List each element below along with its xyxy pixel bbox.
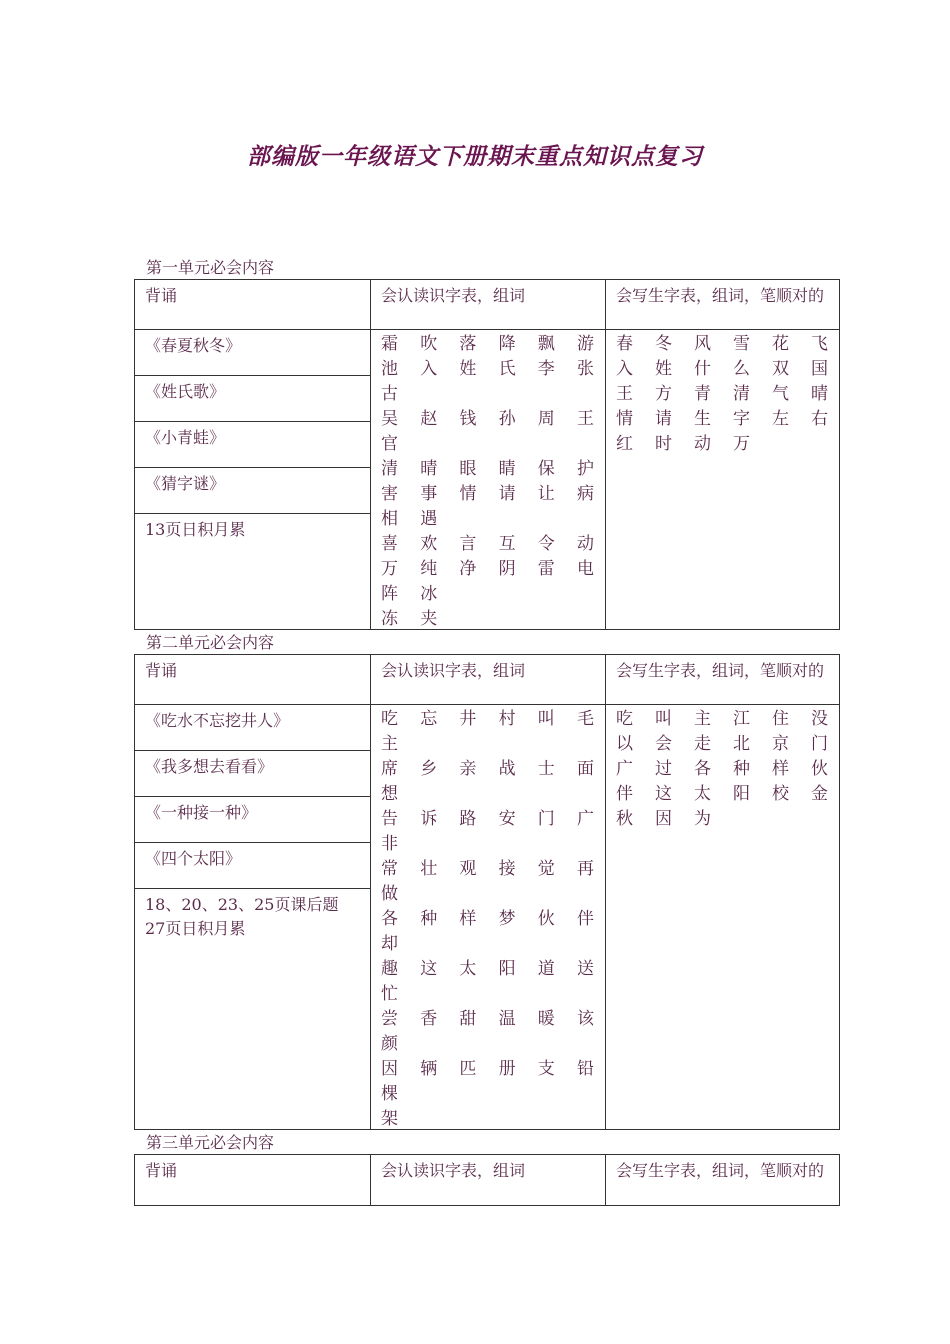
char-line (381, 932, 597, 957)
char: 雷 (537, 559, 555, 579)
char: 亲 (459, 759, 477, 779)
char: 游 (577, 334, 594, 354)
unit-3-table (134, 1154, 840, 1206)
header-read: 会认读识字表，组词 (371, 280, 606, 329)
char: 清 (381, 459, 398, 479)
char: 门 (537, 809, 555, 829)
char: 冬 (655, 334, 672, 354)
char: 伙 (811, 759, 828, 779)
char: 霜 (381, 334, 398, 354)
char: 吃 (381, 709, 398, 729)
char: 吴 (381, 409, 398, 429)
char: 观 (459, 859, 477, 879)
recite-column (135, 330, 371, 629)
char: 却 (381, 934, 398, 954)
char: 颜 (381, 1034, 398, 1054)
char: 道 (537, 959, 555, 979)
char-line (381, 457, 597, 482)
char: 忘 (420, 709, 438, 729)
header-read: 会认读识字表，组词 (371, 655, 606, 704)
recite-column (135, 705, 371, 1129)
char: 士 (537, 759, 555, 779)
char: 接 (498, 859, 516, 879)
header-recite: 背诵 (135, 280, 371, 329)
read-chars-cell (371, 705, 606, 1129)
char-line (381, 1032, 597, 1057)
char: 降 (498, 334, 516, 354)
char: 暖 (537, 1009, 555, 1029)
char-line (616, 357, 831, 382)
char-line (381, 332, 597, 357)
recite-item: 13页日积月累 (145, 520, 246, 539)
char: 雪 (733, 334, 750, 354)
char: 太 (459, 959, 477, 979)
char: 以 (616, 734, 633, 754)
char: 情 (459, 484, 477, 504)
write-chars-cell (606, 330, 839, 629)
char: 阳 (498, 959, 516, 979)
char: 李 (537, 359, 555, 379)
char: 孙 (498, 409, 516, 429)
char-line (616, 732, 831, 757)
char: 伴 (577, 909, 594, 929)
char-line (381, 957, 597, 982)
char: 战 (498, 759, 516, 779)
char: 氏 (498, 359, 516, 379)
char-line (381, 582, 597, 607)
char: 方 (655, 384, 672, 404)
recite-item: 《一种接一种》 (135, 797, 370, 843)
char-line (616, 432, 831, 457)
char: 常 (381, 859, 398, 879)
char: 各 (381, 909, 398, 929)
char: 这 (420, 959, 438, 979)
char: 做 (381, 884, 398, 904)
char: 样 (459, 909, 477, 929)
table-header-row (135, 280, 839, 330)
char: 吃 (616, 709, 633, 729)
char: 请 (498, 484, 516, 504)
char: 右 (811, 409, 828, 429)
char: 会 (655, 734, 672, 754)
char: 伙 (537, 909, 555, 929)
char: 落 (459, 334, 477, 354)
char: 叫 (537, 709, 555, 729)
char: 眼 (459, 459, 477, 479)
recite-item (135, 889, 370, 945)
char-line (381, 757, 597, 782)
char: 江 (733, 709, 750, 729)
char: 清 (733, 384, 750, 404)
char: 送 (577, 959, 594, 979)
char-line (381, 832, 597, 857)
char: 电 (577, 559, 594, 579)
char: 春 (616, 334, 633, 354)
char: 互 (498, 534, 516, 554)
char: 席 (381, 759, 398, 779)
char-line (381, 382, 597, 407)
char: 么 (733, 359, 750, 379)
char: 双 (772, 359, 789, 379)
char: 古 (381, 384, 398, 404)
recite-item-line: 18、20、23、25页课后题 (145, 895, 339, 914)
recite-item: 《我多想去看看》 (135, 751, 370, 797)
char: 北 (733, 734, 750, 754)
char: 言 (459, 534, 477, 554)
char: 阵 (381, 584, 398, 604)
char: 保 (537, 459, 555, 479)
char: 气 (772, 384, 789, 404)
recite-item: 《小青蛙》 (135, 422, 370, 468)
table-header-row (135, 655, 839, 705)
char: 左 (772, 409, 789, 429)
char: 官 (381, 434, 398, 454)
char: 叫 (655, 709, 672, 729)
char: 情 (616, 409, 633, 429)
char: 国 (811, 359, 828, 379)
char: 校 (772, 784, 789, 804)
char-line (616, 807, 831, 832)
char-line (381, 732, 597, 757)
char: 张 (577, 359, 594, 379)
char: 风 (694, 334, 711, 354)
recite-item: 《猜字谜》 (135, 468, 370, 514)
char-line (381, 407, 597, 432)
char: 入 (616, 359, 633, 379)
char: 净 (459, 559, 477, 579)
char: 门 (811, 734, 828, 754)
char: 为 (694, 809, 711, 829)
char: 阴 (498, 559, 516, 579)
char-line (381, 357, 597, 382)
char: 诉 (420, 809, 438, 829)
char-line (381, 507, 597, 532)
char-line (381, 782, 597, 807)
char: 温 (498, 1009, 516, 1029)
char: 各 (694, 759, 711, 779)
char: 害 (381, 484, 398, 504)
char: 棵 (381, 1084, 398, 1104)
unit-2-table (134, 654, 840, 1130)
char: 架 (381, 1109, 398, 1129)
char: 请 (655, 409, 672, 429)
char: 甜 (459, 1009, 477, 1029)
char-line (381, 532, 597, 557)
header-read: 会认读识字表，组词 (371, 1155, 606, 1205)
recite-item: 《姓氏歌》 (135, 376, 370, 422)
char: 遇 (420, 509, 438, 529)
char: 广 (577, 809, 594, 829)
char: 尝 (381, 1009, 398, 1029)
char: 钱 (459, 409, 477, 429)
char: 赵 (420, 409, 438, 429)
char: 喜 (381, 534, 398, 554)
char: 井 (459, 709, 477, 729)
char-line (616, 707, 831, 732)
char-line (381, 882, 597, 907)
char-line (381, 1057, 597, 1082)
char: 广 (616, 759, 633, 779)
char: 冻 (381, 609, 398, 629)
char: 匹 (459, 1059, 477, 1079)
char: 什 (694, 359, 711, 379)
char: 乡 (420, 759, 438, 779)
write-chars-cell (606, 705, 839, 1129)
char-line (381, 1007, 597, 1032)
char: 路 (459, 809, 477, 829)
char: 过 (655, 759, 672, 779)
char: 病 (577, 484, 594, 504)
char: 生 (694, 409, 711, 429)
char: 因 (381, 1059, 398, 1079)
recite-item: 《四个太阳》 (135, 843, 370, 889)
char: 面 (577, 759, 594, 779)
char: 觉 (537, 859, 555, 879)
char: 再 (577, 859, 594, 879)
char: 册 (498, 1059, 516, 1079)
char: 花 (772, 334, 789, 354)
char-line (381, 557, 597, 582)
char: 趣 (381, 959, 398, 979)
char-line (381, 432, 597, 457)
char: 因 (655, 809, 672, 829)
char-line (616, 757, 831, 782)
char-line (616, 332, 831, 357)
char: 冰 (420, 584, 438, 604)
char: 壮 (420, 859, 438, 879)
char: 护 (577, 459, 594, 479)
char: 入 (420, 359, 438, 379)
char: 金 (811, 784, 828, 804)
char: 动 (577, 534, 594, 554)
read-chars-cell (371, 330, 606, 629)
char-line (381, 907, 597, 932)
char: 香 (420, 1009, 438, 1029)
char: 时 (655, 434, 672, 454)
char: 夹 (420, 609, 438, 629)
char: 红 (616, 434, 633, 454)
char: 想 (381, 784, 398, 804)
char: 让 (537, 484, 555, 504)
char: 字 (733, 409, 750, 429)
char-line (381, 982, 597, 1007)
unit-2-label: 第二单元必会内容 (146, 633, 275, 652)
char: 告 (381, 809, 398, 829)
char: 种 (420, 909, 438, 929)
char-line (381, 707, 597, 732)
char-line (381, 807, 597, 832)
char: 睛 (498, 459, 516, 479)
char-line (381, 482, 597, 507)
char: 池 (381, 359, 398, 379)
char: 住 (772, 709, 789, 729)
char: 晴 (811, 384, 828, 404)
header-write: 会写生字表，组词，笔顺对的 (616, 286, 825, 305)
char: 姓 (459, 359, 477, 379)
char: 铅 (577, 1059, 594, 1079)
char-line (381, 607, 597, 632)
char: 种 (733, 759, 750, 779)
char: 相 (381, 509, 398, 529)
char: 非 (381, 834, 398, 854)
table-header-row (135, 1155, 839, 1205)
char: 没 (811, 709, 828, 729)
char: 主 (694, 709, 711, 729)
char: 村 (498, 709, 516, 729)
char: 这 (655, 784, 672, 804)
char: 周 (537, 409, 555, 429)
char: 辆 (420, 1059, 438, 1079)
char: 伴 (616, 784, 633, 804)
char: 毛 (577, 709, 594, 729)
char-line (616, 782, 831, 807)
header-recite: 背诵 (135, 1155, 371, 1205)
char: 王 (616, 384, 633, 404)
unit-1-table (134, 279, 840, 630)
char: 秋 (616, 809, 633, 829)
unit-1-label: 第一单元必会内容 (146, 258, 275, 277)
char: 主 (381, 734, 398, 754)
char: 纯 (420, 559, 438, 579)
char-line (616, 382, 831, 407)
char: 王 (577, 409, 594, 429)
recite-item-line: 27页日积月累 (145, 919, 246, 938)
char: 飘 (537, 334, 555, 354)
char: 京 (772, 734, 789, 754)
char: 飞 (811, 334, 828, 354)
char: 安 (498, 809, 516, 829)
page-title: 部编版一年级语文下册期末重点知识点复习 (247, 144, 703, 170)
char: 支 (537, 1059, 555, 1079)
char: 样 (772, 759, 789, 779)
char: 吹 (420, 334, 438, 354)
char: 青 (694, 384, 711, 404)
char: 万 (381, 559, 398, 579)
char: 忙 (381, 984, 398, 1004)
char: 该 (577, 1009, 594, 1029)
char-line (381, 1082, 597, 1107)
char: 事 (420, 484, 438, 504)
char-line (381, 1107, 597, 1132)
header-write: 会写生字表，组词，笔顺对的 (616, 1161, 825, 1180)
char: 走 (694, 734, 711, 754)
char-line (381, 857, 597, 882)
recite-item: 《吃水不忘挖井人》 (135, 705, 370, 751)
char-line (616, 407, 831, 432)
char: 太 (694, 784, 711, 804)
char: 动 (694, 434, 711, 454)
char: 梦 (498, 909, 516, 929)
char: 姓 (655, 359, 672, 379)
header-write: 会写生字表，组词，笔顺对的 (616, 661, 825, 680)
recite-item: 《春夏秋冬》 (135, 330, 370, 376)
char: 晴 (420, 459, 438, 479)
unit-3-label: 第三单元必会内容 (146, 1133, 275, 1152)
header-recite: 背诵 (135, 655, 371, 704)
char: 万 (733, 434, 750, 454)
char: 欢 (420, 534, 438, 554)
char: 令 (537, 534, 555, 554)
char: 阳 (733, 784, 750, 804)
